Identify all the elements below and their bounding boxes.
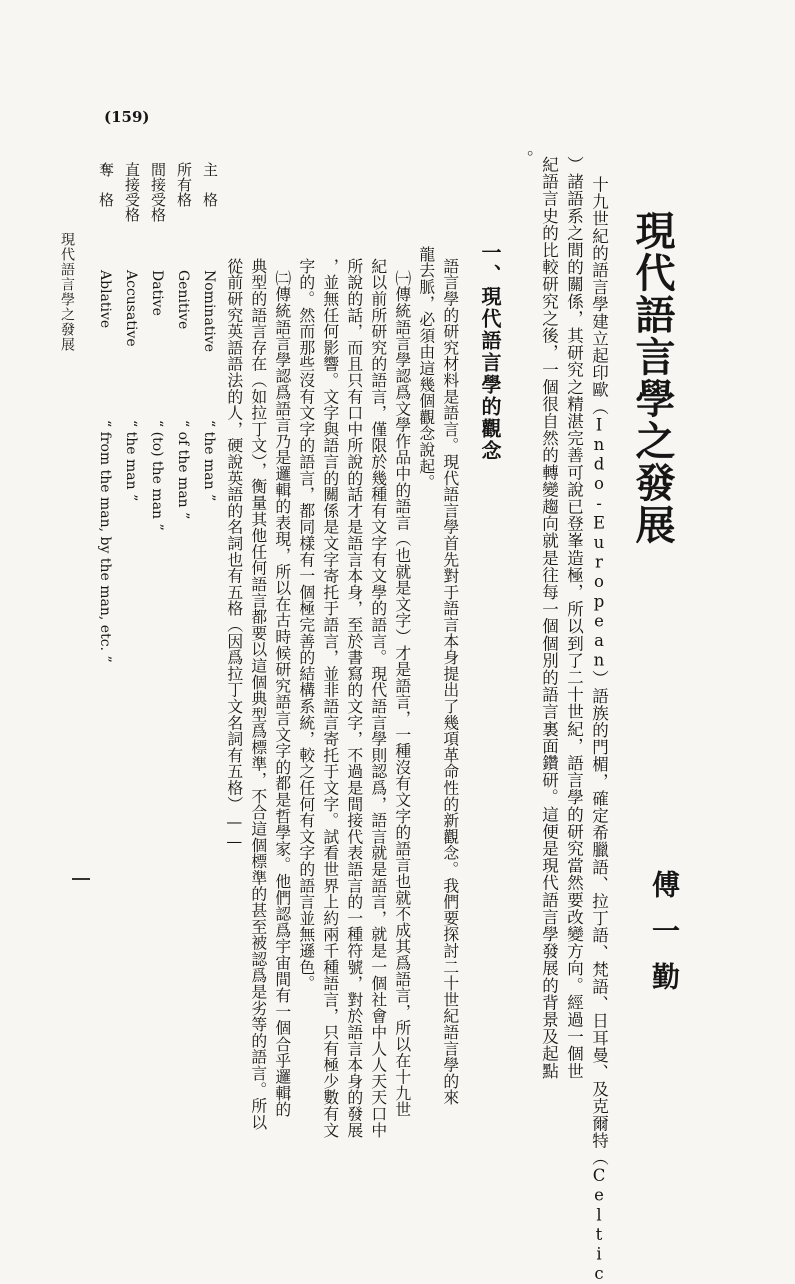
body-line: ㈡傳統語言學認爲語言乃是邏輯的表現，所以在古時候研究語言文字的都是哲學家。他們認爲宇宙間有一個合乎邏輯的	[272, 270, 292, 1118]
body-line: 紀以前所研究的語言，僅限於幾種有文字有文學的語言。現代語言學則認爲，語言就是語言，就是一個社會中人人天天口中	[368, 258, 388, 1139]
case-english: “ the man ”	[123, 420, 139, 502]
body-line: 從前研究英語語法的人，硬說英語的名詞也有五格（因爲拉丁文名詞有五格）——	[224, 258, 244, 852]
running-title: 現代語言學之發展	[59, 232, 75, 352]
case-english: “ from the man, by the man, etc. ”	[97, 420, 113, 663]
article-title: 現代語言學之發展	[629, 210, 676, 546]
intro-line: 。	[514, 150, 534, 168]
case-latin: Dative	[149, 270, 165, 316]
margin-dash	[72, 878, 90, 880]
case-name: 所有格	[175, 162, 193, 207]
case-latin: Accusative	[123, 270, 139, 347]
body-line: ㈠傳統語言學認爲文學作品中的語言（也就是文字）才是語言，一種沒有文字的語言也就不成其爲語言，所以在十九世	[392, 270, 412, 1118]
intro-line: ）諸語系之間的關係，其研究之精湛完善可說已登峯造極，所以到了二十世紀，語言學的研究當然要改變方向。經過一個世	[564, 156, 584, 1080]
body-line: 所說的話，而且只有口中所說的話才是語言本身，至於書寫的文字，不過是間接代表語言的一種符號，對於語言本身的發展	[344, 258, 364, 1139]
case-name: 主 格	[201, 162, 219, 207]
case-english: “ (to) the man ”	[149, 420, 165, 531]
case-name: 直接受格	[123, 162, 141, 222]
body-line: 典型的語言存在（如拉丁文），衡量其他任何語言都要以這個典型爲標準，不合這個標準的甚至被認爲是劣等的語言。所以	[248, 258, 268, 1131]
intro-line: 紀語言史的比較研究之後，一個很自然的轉變趨向就是往每一個個別的語言裏面鑽研。這便是現代語言學發展的背景及起點	[539, 156, 559, 1080]
body-line: 語言學的研究材料是語言。現代語言學首先對于語言本身提出了幾項革命性的新觀念。我們要探討二十世紀語言學的來	[440, 258, 460, 1106]
page-number: (159)	[104, 108, 150, 126]
body-line: 字的。然而那些沒有文字的語言，都同樣有一個極完善的結構系統，較之任何有文字的語言並無遜色。	[296, 258, 316, 992]
body-line: 龍去脈，必須由這幾個觀念說起。	[416, 246, 436, 491]
case-latin: Genitive	[175, 270, 191, 330]
case-name: 間接受格	[149, 162, 167, 222]
author-name: 傅一勤	[648, 870, 681, 1008]
section-heading: 一、現代語言學的觀念	[478, 242, 502, 462]
case-english: “ of the man ”	[175, 420, 191, 520]
body-line: ，並無任何影響。文字與語言的關係是文字寄托于語言，並非語言寄托于文字。試看世界上約兩千種語言，只有極少數有文	[320, 258, 340, 1139]
case-latin: Nominative	[201, 270, 217, 353]
case-latin: Ablative	[97, 270, 113, 329]
intro-line: 十九世紀的語言學建立起印歐（Indo-European）語族的門楣，確定希臘語、拉丁語、梵語、日耳曼、及克爾特（Celtic	[589, 176, 609, 1284]
case-name: 奪 格	[97, 162, 115, 207]
case-english: “ the man ”	[201, 420, 217, 502]
